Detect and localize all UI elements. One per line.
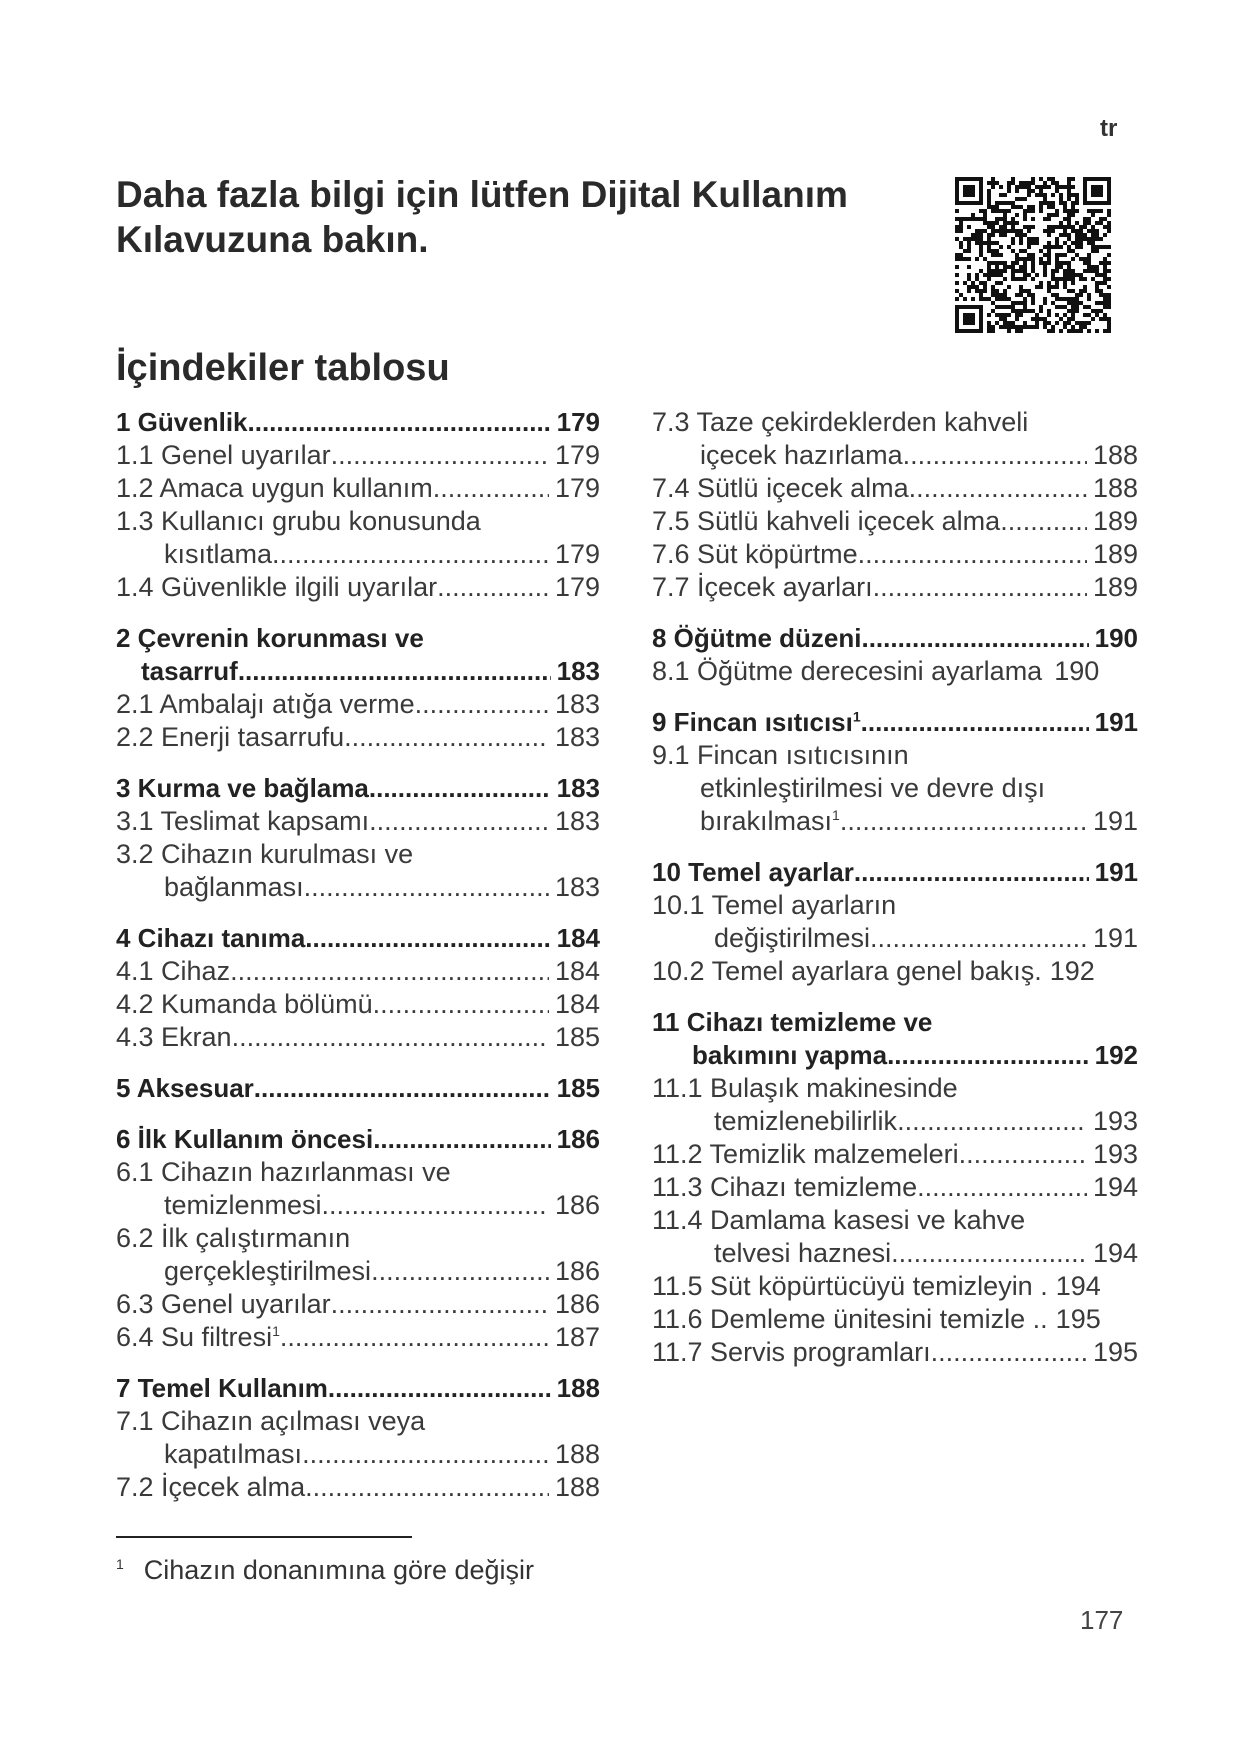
qr-code[interactable] [951, 173, 1115, 337]
toc-entry-3[interactable]: 3 Kurma ve bağlama ..... 183 [116, 772, 600, 805]
footnote-ref: 1 [852, 708, 861, 725]
toc-entry-8[interactable]: 8 Öğütme düzeni ..... 190 [652, 622, 1138, 655]
toc-column-right [652, 406, 1138, 1387]
headline [116, 172, 936, 262]
toc-entry-6-3[interactable]: 6.3 Genel uyarılar ..... 186 [116, 1288, 600, 1321]
footnote-ref: 1 [272, 1323, 280, 1339]
toc-entry-4-1[interactable]: 4.1 Cihaz ..... 184 [116, 955, 600, 988]
toc-entry-3-2-line1[interactable]: 3.2 Cihazın kurulması ve [116, 839, 414, 869]
toc-entry-7-3[interactable]: içecek hazırlama ..... 188 [652, 439, 1138, 472]
toc-section-7 [116, 1372, 600, 1504]
toc-entry-9-1-line1[interactable]: 9.1 Fincan ısıtıcısının [652, 740, 909, 770]
toc-entry-7-1-line1[interactable]: 7.1 Cihazın açılması veya [116, 1406, 426, 1436]
toc-entry-11-1-line1[interactable]: 11.1 Bulaşık makinesinde [652, 1073, 958, 1103]
toc-entry-8-1[interactable]: 8.1 Öğütme derecesini ayarlama 190 [652, 656, 1100, 686]
toc-entry-1-1[interactable]: 1.1 Genel uyarılar ..... 179 [116, 439, 600, 472]
toc-entry-11-5[interactable]: 11.5 Süt köpürtücüyü temizleyin . 194 [652, 1271, 1101, 1301]
toc-entry-2[interactable]: tasarruf ..... 183 [116, 655, 600, 688]
toc-entry-7-5[interactable]: 7.5 Sütlü kahveli içecek alma ..... 189 [652, 505, 1138, 538]
toc-section-10 [652, 856, 1138, 988]
toc-entry-6[interactable]: 6 İlk Kullanım öncesi ..... 186 [116, 1123, 600, 1156]
toc-entry-6-2[interactable]: gerçekleştirilmesi ..... 186 [116, 1255, 600, 1288]
language-code: tr [1100, 115, 1118, 142]
footnote-divider [116, 1536, 412, 1538]
toc-entry-7[interactable]: 7 Temel Kullanım ..... 188 [116, 1372, 600, 1405]
toc-entry-2-2[interactable]: 2.2 Enerji tasarrufu ..... 183 [116, 721, 600, 754]
toc-entry-1-3-line1[interactable]: 1.3 Kullanıcı grubu konusunda [116, 506, 481, 536]
toc-entry-11-3[interactable]: 11.3 Cihazı temizleme ..... 194 [652, 1171, 1138, 1204]
toc-entry-11-6[interactable]: 11.6 Demleme ünitesini temizle .. 195 [652, 1304, 1101, 1334]
footnote-ref: 1 [832, 807, 840, 823]
footnote-text: Cihazın donanımına göre değişir [143, 1555, 535, 1585]
toc-entry-1-2[interactable]: 1.2 Amaca uygun kullanım ..... 179 [116, 472, 600, 505]
toc-entry-6-1[interactable]: temizlenmesi ..... 186 [116, 1189, 600, 1222]
toc-entry-6-2-line1[interactable]: 6.2 İlk çalıştırmanın [116, 1223, 351, 1253]
toc-entry-1-3[interactable]: kısıtlama ..... 179 [116, 538, 600, 571]
toc-section-1 [116, 406, 600, 604]
toc-entry-11-2[interactable]: 11.2 Temizlik malzemeleri ..... 193 [652, 1138, 1138, 1171]
toc-entry-7-1[interactable]: kapatılması ..... 188 [116, 1438, 600, 1471]
toc-entry-1[interactable]: 1 Güvenlik ..... 179 [116, 406, 600, 439]
toc-entry-10[interactable]: 10 Temel ayarlar ..... 191 [652, 856, 1138, 889]
toc-entry-3-1[interactable]: 3.1 Teslimat kapsamı ..... 183 [116, 805, 600, 838]
page-number: 177 [1080, 1605, 1124, 1635]
toc-section-6 [116, 1123, 600, 1354]
toc-section-4 [116, 922, 600, 1054]
toc-entry-5[interactable]: 5 Aksesuar ..... 185 [116, 1072, 600, 1105]
toc-section-7-cont [652, 406, 1138, 604]
toc-entry-3-2[interactable]: bağlanması ..... 183 [116, 871, 600, 904]
toc-section-11 [652, 1006, 1138, 1369]
toc-entry-11[interactable]: bakımını yapma ..... 192 [652, 1039, 1138, 1072]
toc-entry-1-4[interactable]: 1.4 Güvenlikle ilgili uyarılar ..... 179 [116, 571, 600, 604]
toc-entry-9-1[interactable]: bırakılması$^1$ ..... 191 [652, 805, 1138, 838]
toc-section-8 [652, 622, 1138, 688]
toc-entry-10-1-line1[interactable]: 10.1 Temel ayarların [652, 890, 897, 920]
toc-entry-10-2[interactable]: 10.2 Temel ayarlara genel bakış. 192 [652, 956, 1095, 986]
headline-line-2: Kılavuzuna bakın. [116, 219, 429, 260]
toc-entry-2-line1[interactable]: 2 Çevrenin korunması ve [116, 623, 424, 653]
toc-section-9 [652, 706, 1138, 838]
toc-entry-10-1[interactable]: değiştirilmesi ..... 191 [652, 922, 1138, 955]
toc-entry-6-4[interactable]: 6.4 Su filtresi$^1$ ..... 187 [116, 1321, 600, 1354]
toc-entry-4-2[interactable]: 4.2 Kumanda bölümü ..... 184 [116, 988, 600, 1021]
toc-section-5 [116, 1072, 600, 1105]
toc-entry-6-1-line1[interactable]: 6.1 Cihazın hazırlanması ve [116, 1157, 451, 1187]
toc-section-3 [116, 772, 600, 904]
toc-entry-9[interactable]: 9 Fincan ısıtıcısı$^1$ ..... 191 [652, 706, 1138, 739]
footnote [116, 1555, 534, 1586]
footnote-number: 1 [116, 1556, 124, 1572]
toc-title: İçindekiler tablosu [116, 347, 450, 389]
toc-entry-11-4[interactable]: telvesi haznesi ..... 194 [652, 1237, 1138, 1270]
toc-entry-11-line1[interactable]: 11 Cihazı temizleme ve [652, 1007, 933, 1037]
headline-line-1: Daha fazla bilgi için lütfen Dijital Kullanım [116, 174, 848, 215]
toc-entry-4[interactable]: 4 Cihazı tanıma ..... 184 [116, 922, 600, 955]
toc-entry-7-2[interactable]: 7.2 İçecek alma ..... 188 [116, 1471, 600, 1504]
toc-entry-4-3[interactable]: 4.3 Ekran ..... 185 [116, 1021, 600, 1054]
toc-entry-11-7[interactable]: 11.7 Servis programları ..... 195 [652, 1336, 1138, 1369]
toc-entry-9-1-line2[interactable]: etkinleştirilmesi ve devre dışı [700, 773, 1046, 803]
toc-entry-7-3-line1[interactable]: 7.3 Taze çekirdeklerden kahveli [652, 407, 1029, 437]
toc-entry-2-1[interactable]: 2.1 Ambalajı atığa verme ..... 183 [116, 688, 600, 721]
toc-column-left [116, 406, 600, 1522]
toc-entry-11-4-line1[interactable]: 11.4 Damlama kasesi ve kahve [652, 1205, 1026, 1235]
toc-entry-7-4[interactable]: 7.4 Sütlü içecek alma ..... 188 [652, 472, 1138, 505]
toc-entry-7-7[interactable]: 7.7 İçecek ayarları ..... 189 [652, 571, 1138, 604]
toc-entry-7-6[interactable]: 7.6 Süt köpürtme ..... 189 [652, 538, 1138, 571]
toc-section-2 [116, 622, 600, 754]
toc-entry-11-1[interactable]: temizlenebilirlik ..... 193 [652, 1105, 1138, 1138]
